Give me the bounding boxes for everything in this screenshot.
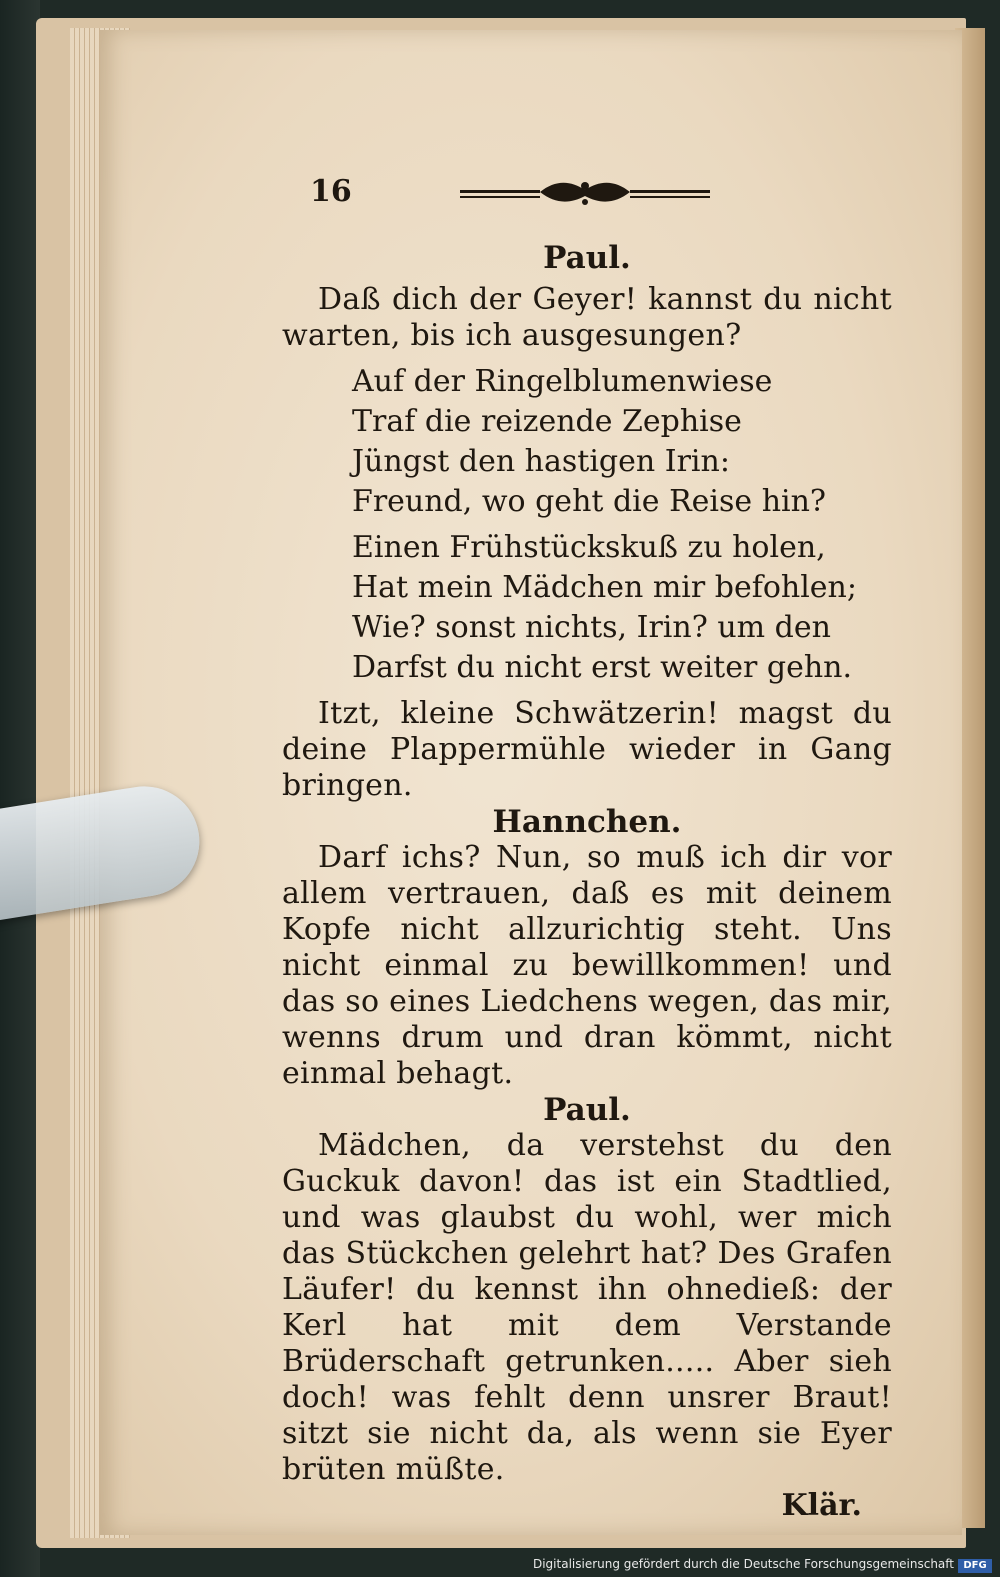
page-number: 16 [310,174,352,209]
speaker-name: Paul. [543,1092,631,1128]
verse-line: Hat mein Mädchen mir befohlen; [352,570,857,605]
verse-line: Darfst du nicht erst weiter gehn. [352,650,852,685]
speaker-name: Paul. [543,240,631,276]
paragraph: Daß dich der Geyer! kannst du nicht warten, bis ich ausgesungen? [282,282,892,353]
paragraph: Mädchen, da verstehst du den Guckuk davon! das ist ein Stadtlied, und was glaubst du wohl, wer mich das Stückchen gelehrt hat? Des Grafen Läufer! du kennst ihn ohnedieß: der Kerl hat mit dem Verstande Brüderschaft getrunken..... Aber sieh doch! was fehlt denn unsrer Braut! sitzt sie nicht da, als wenn sie Eyer brüten müßte. [282,1128,892,1487]
verse-line: Freund, wo geht die Reise hin? [352,484,827,519]
verse-line: Traf die reizende Zephise [352,404,742,439]
paragraph: Itzt, kleine Schwätzerin! magst du deine Plappermühle wieder in Gang bringen. [282,696,892,803]
verse-line: Auf der Ringelblumenwiese [352,364,773,399]
ornament-icon [460,178,710,210]
digitization-credit: Digitalisierung gefördert durch die Deutsche Forschungsgemeinschaft [532,1557,954,1571]
speaker-name: Hannchen. [492,804,682,840]
verse-line: Wie? sonst nichts, Irin? um den [352,610,831,645]
paragraph: Darf ichs? Nun, so muß ich dir vor allem vertrauen, daß es mit deinem Kopfe nicht allzurichtig steht. Uns nicht einmal zu bewillkommen! und das so eines Liedchens wegen, das mir, wenns drum und dran kömmt, nicht einmal behagt. [282,840,892,1091]
dfg-logo: DFG [958,1559,992,1573]
song-verse [352,362,892,688]
scanner-background [0,0,40,1577]
catchword: Klär. [781,1488,862,1523]
verse-line: Einen Frühstückskuß zu holen, [352,530,826,565]
verse-line: Jüngst den hastigen Irin: [352,444,730,479]
page-text [282,240,892,1524]
page-header [310,172,720,216]
